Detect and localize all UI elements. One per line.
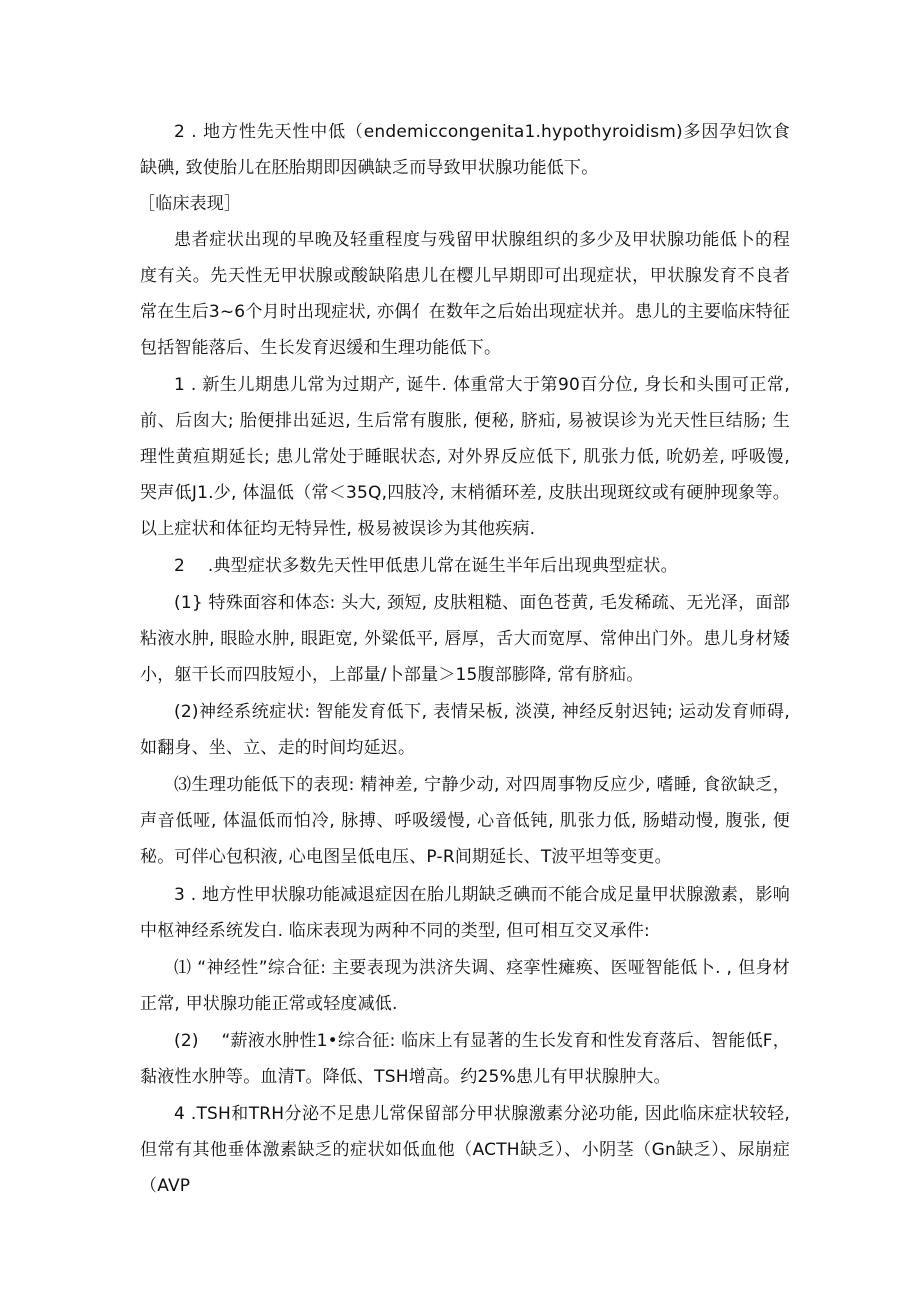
paragraph-neurological-syndrome: ⑴ “神经性”综合征: 主要表现为洪济失调、痉挛性瘫痪、医哑智能低卜. , 但身材正常, 甲状腺功能正常或轻度减低. <box>140 958 790 1014</box>
paragraph-symptom-intro: 患者症状出现的早晚及轻重程度与残留甲状腺组织的多少及甲状腺功能低卜的程度有关。先天性无甲状腺或酸缺陷患儿在樱儿早期即可出现症状，甲状腺发育不良者常在生后3~6个月时出现症状, 亦偶亻在数年之后始出现症状并。患儿的主要临床特征包括智能落后、生长发育迟缓和生理功能低下。 <box>140 230 790 358</box>
section-heading-clinical: ［临床表现］ <box>138 194 242 214</box>
paragraph-newborn-period: 1 . 新生儿期患儿常为过期产, 诞牛. 体重常大于第90百分位, 身长和头围可正常, 前、后囱大; 胎便排出延迟, 生后常有腹胀, 便秘, 脐疝, 易被误诊为光天性巨结肠; 生理性黄疸期延长; 患儿常处于睡眠状态, 对外界反应低下, 肌张力低, 吮奶差, 呼吸馒, 哭声低J1.少, 体温低（常＜35Q,四肢冷, 末梢循环差, 皮肤出现斑纹或有硬肿现象等。以上症状和体征均无特异性, 极易被误诊为其他疾病. <box>140 375 790 539</box>
paragraph-endemic-congenital: 2 . 地方性先天性中低（endemiccongenita1.hypothyroidism)多因孕妇饮食缺碘, 致使胎儿在胚胎期即因碘缺乏而导致甲状腺功能低下。 <box>140 122 790 178</box>
paragraph-physiological-function: ⑶生理功能低下的表现: 精神差, 宁静少动, 对四周事物反应少, 嗜睡, 食欲缺乏，声音低哑, 体温低而怕冷, 脉搏、呼吸缓慢, 心音低钝, 肌张力低, 肠蜡动慢, 腹张, 便秘。可伴心包积液, 心电图呈低电压、P-R间期延长、T波平坦等变更。 <box>140 775 790 867</box>
paragraph-typical-symptoms: 2 .典型症状多数先天性甲低患儿常在诞生半年后出现典型症状。 <box>174 556 678 576</box>
paragraph-endemic-hypothyroidism: 3 . 地方性甲状腺功能减退症因在胎儿期缺乏碘而不能合成足量甲状腺激素，影响中枢神经系统发白. 临床表现为两种不同的类型, 但可相互交叉承件: <box>140 885 790 941</box>
paragraph-nervous-symptoms: (2)神经系统症状: 智能发育低下, 表情呆板, 淡漠, 神经反射迟钝; 运动发育师碍, 如翻身、坐、立、走的时间均延迟。 <box>140 702 790 758</box>
paragraph-tsh-trh-deficiency: 4 .TSH和TRH分泌不足患儿常保留部分甲状腺激素分泌功能, 因此临床症状较轻, 但常有其他垂体激素缺乏的症状如低血他（ACTH缺乏）、小阴茎（Gn缺乏）、尿崩症（AVP <box>140 1104 790 1196</box>
paragraph-myxedematous-syndrome: (2) “薪液水肿性1•综合征: 临床上有显著的生长发育和性发育落后、智能低F，黏液性水肿等。血清T。降低、TSH增高。约25%患儿有甲状腺肿大。 <box>140 1031 790 1087</box>
paragraph-special-appearance: (1} 特殊面容和体态: 头大, 颈短, 皮肤粗糙、面色苍黄, 毛发稀疏、无光泽，面部粘液水肿, 眼睑水肿, 眼距宽, 外粱低平, 唇厚，舌大而宽厚、常伸出门外。患儿身材矮小，躯干长而四肢短小，上部量/卜部量＞15腹部膨降, 常有脐疝。 <box>140 593 790 685</box>
